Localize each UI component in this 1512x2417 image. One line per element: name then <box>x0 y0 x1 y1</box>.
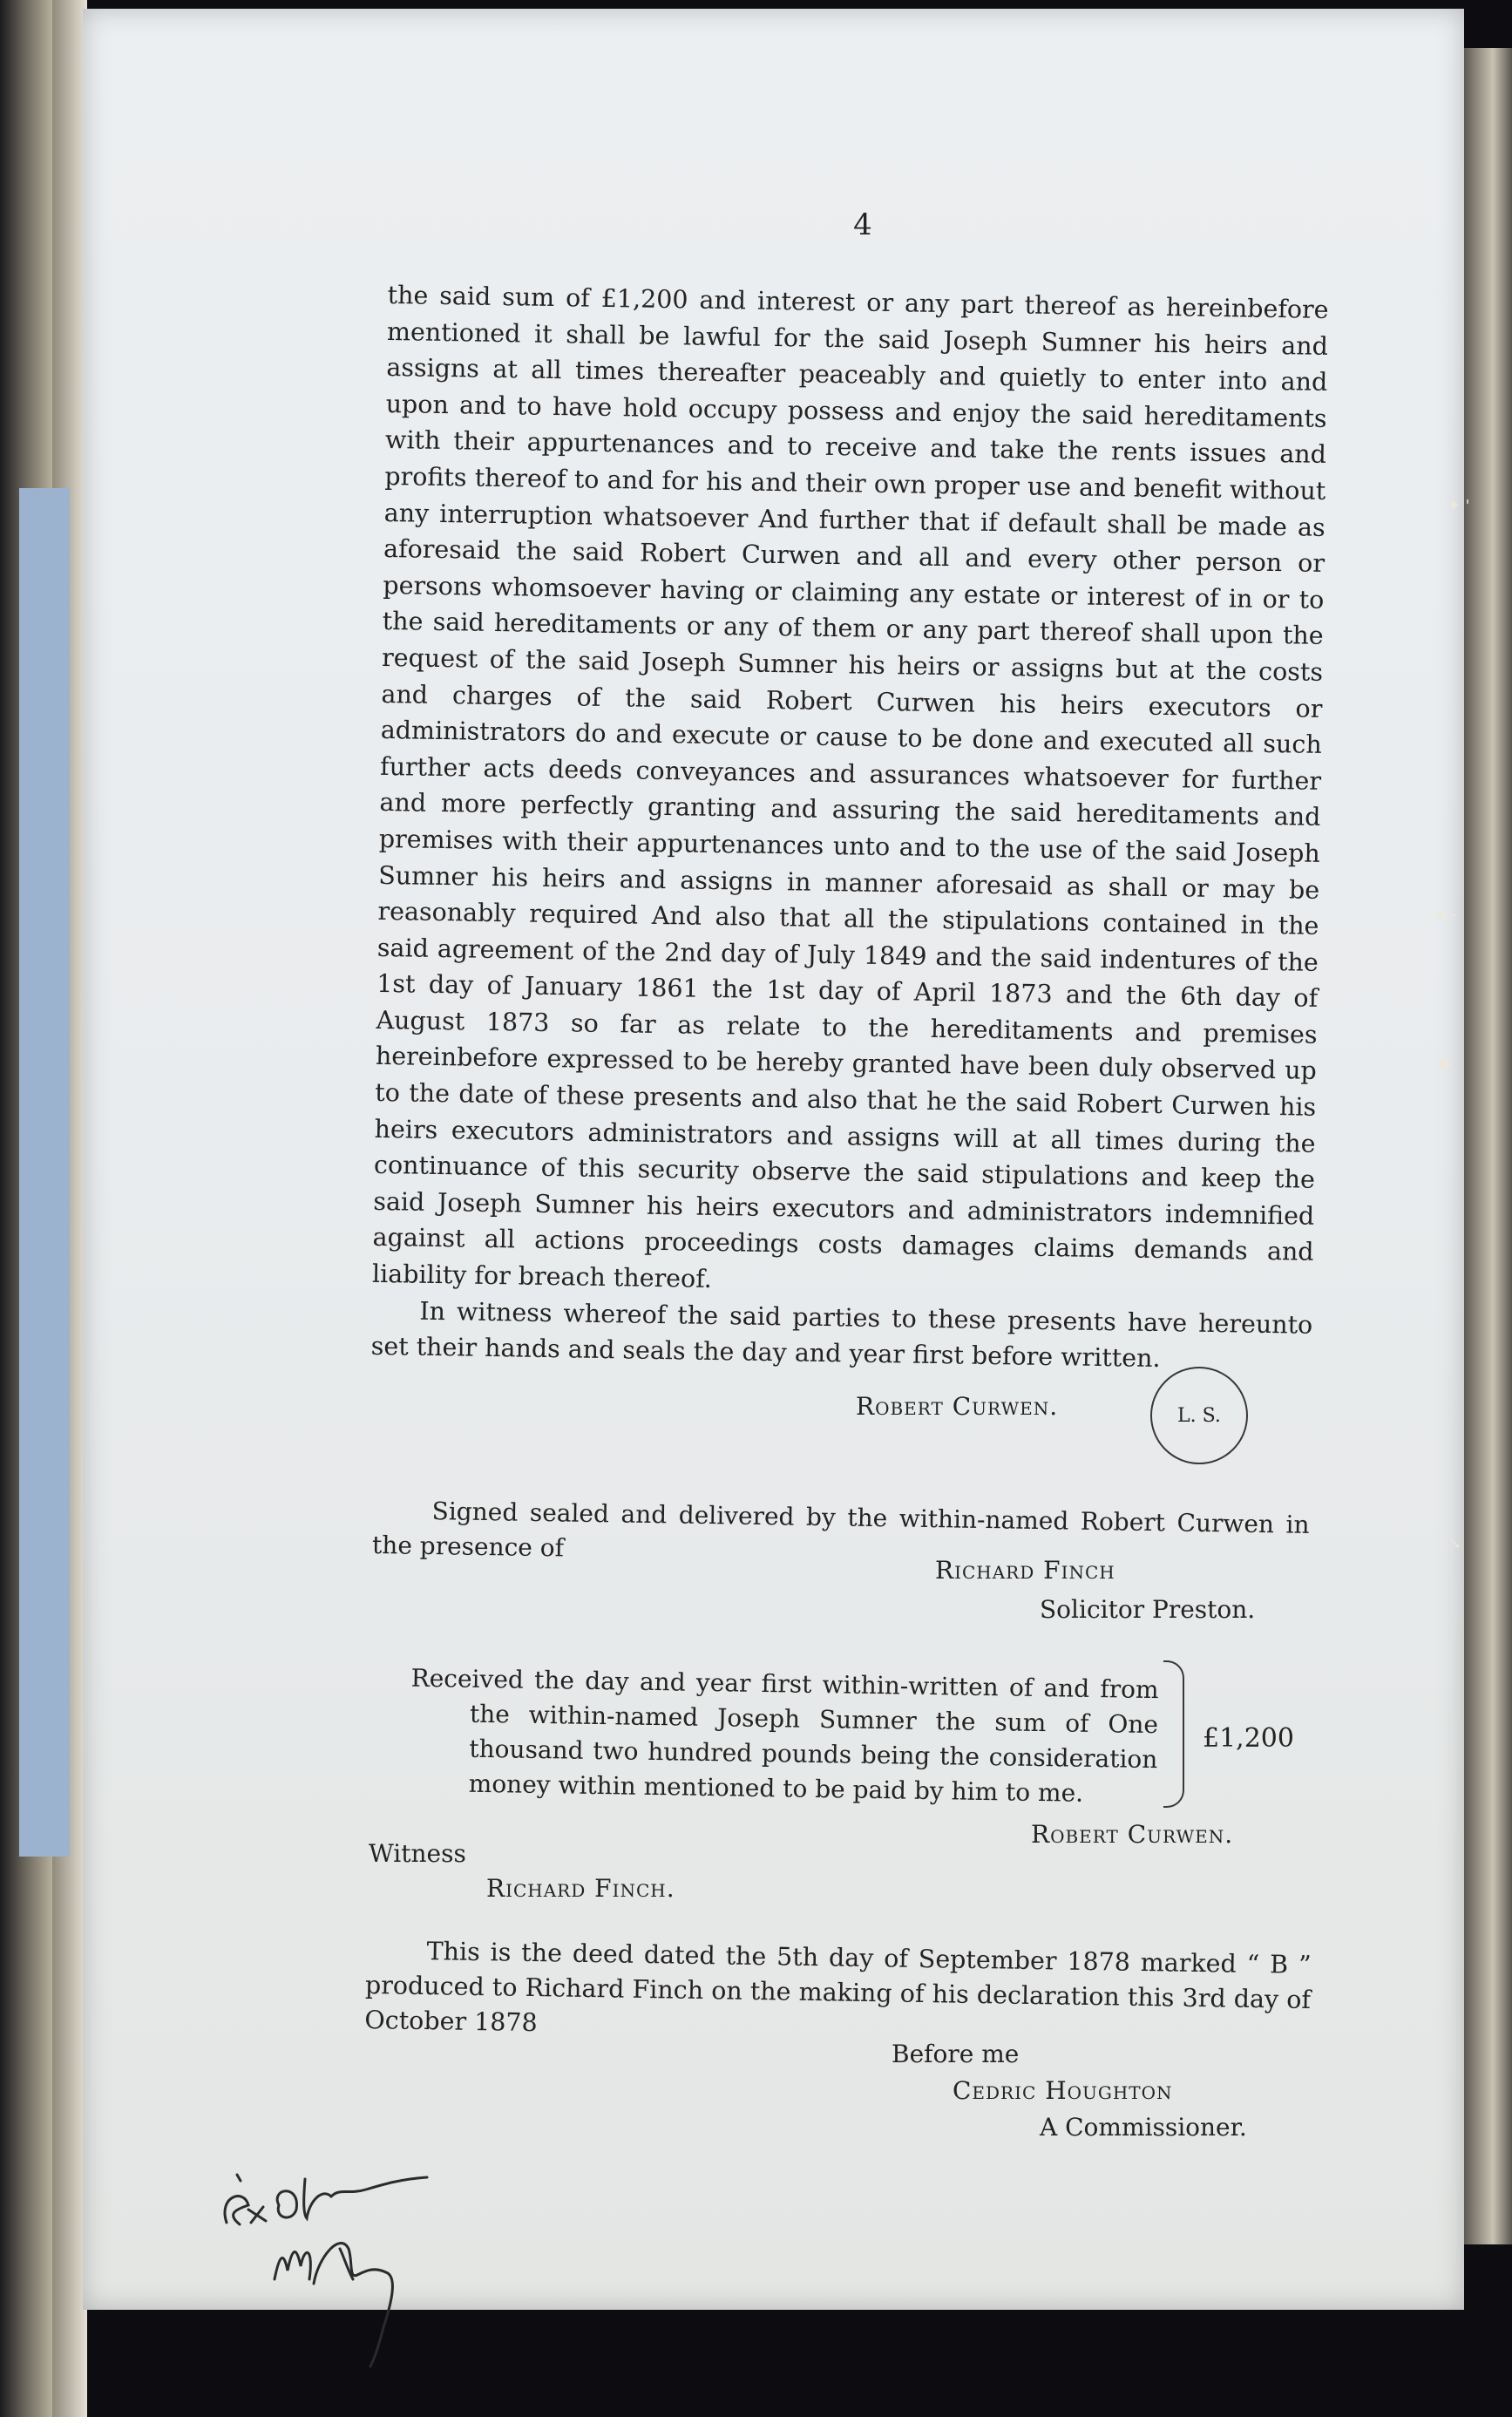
edge-mark: . <box>1447 715 1452 733</box>
witness-clause: In witness whereof the said parties to these presents have hereunto set their hands and seals the day and year first before written. <box>370 1296 1313 1374</box>
witness-title: Solicitor Preston. <box>1040 1595 1256 1624</box>
handwritten-signature <box>209 2127 523 2388</box>
receipt-amount: £1,200 <box>1203 1723 1294 1754</box>
receipt-block <box>372 1660 1158 1812</box>
edge-mark: ✦ · <box>1434 906 1457 925</box>
receipt-text: Received the day and year first within-written of and from the within-named Joseph Sumner the sum of One thousand two hundred pounds being the consideration money within mentioned to be paid by him to me. <box>410 1663 1159 1808</box>
deed-paragraph: the said sum of £1,200 and interest or any part thereof as hereinbefore mentioned it shall be lawful for the said Joseph Sumner his heirs and assigns at all times thereafter peaceably and quietly to enter into and upon and to have hold occupy possess and enjoy the said hereditaments with their appurtenances and to receive and take the rents issues and profits thereof to and for his and their own proper use and benefit without any interruption whatsoever And further that if default shall be made as aforesaid the said Robert Curwen and all and every other person or persons whomsoever having or claiming any estate or interest of in or to the said hereditaments or any of them or any part thereof shall upon the request of the said Joseph Sumner his heirs or assigns but at the costs and charges of the said Robert Curwen his heirs executors or administrators do and execute or cause to be done and executed all such further acts deeds conveyances and assurances whatsoever for further and more perfectly granting and assuring the said hereditaments and premises with their appurtenances unto and to the use of the said Joseph Sumner his heirs and assigns in manner aforesaid as shall or may be reasonably required And also that all the stipulations contained in the said agreement of the 2nd day of July 1849 and the said indentures of the 1st day of January 1861 the 1st day of April 1873 and the 6th day of August 1873 so far as relate to the hereditaments and premises hereinbefore expressed to be hereby granted have been duly observed up to the date of these presents and also that he the said Robert Curwen his heirs executors administrators and assigns will at all times during the continuance of this security observe the said stipulations and keep the said Joseph Sumner his heirs executors and administrators indemnified against all actions proceedings costs damages claims demands and liability for breach thereof. <box>371 280 1329 1294</box>
seal-circle <box>1150 1367 1248 1464</box>
declaration-text: This is the deed dated the 5th day of September 1878 marked “ B ” produced to Richard Finch on the making of his declaration this 3rd day of October 1878 <box>364 1937 1312 2038</box>
edge-mark: '. <box>1436 288 1446 306</box>
signatory-name: Robert Curwen. <box>856 1392 1059 1421</box>
witness-2-name: Richard Finch. <box>486 1874 675 1903</box>
page-number: 4 <box>853 207 872 242</box>
edge-mark: ' ✦ ' <box>1438 497 1470 515</box>
receipt-signatory: Robert Curwen. <box>1031 1820 1234 1849</box>
deed-body <box>370 277 1328 1380</box>
commissioner-title: A Commissioner. <box>1040 2113 1247 2142</box>
declaration-block <box>364 1933 1312 2053</box>
signed-statement: Signed sealed and delivered by the within-named Robert Curwen in the presence of <box>371 1497 1310 1563</box>
brace <box>1163 1660 1184 1808</box>
edge-mark: ◆ <box>1438 1055 1450 1073</box>
commissioner-name: Cedric Houghton <box>953 2076 1173 2105</box>
edge-mark: · ↘ <box>1438 1534 1461 1552</box>
seal-label: L. S. <box>1177 1404 1221 1427</box>
witness-label: Witness <box>369 1839 466 1868</box>
witness-name: Richard Finch <box>935 1556 1115 1585</box>
before-me: Before me <box>892 2040 1020 2068</box>
